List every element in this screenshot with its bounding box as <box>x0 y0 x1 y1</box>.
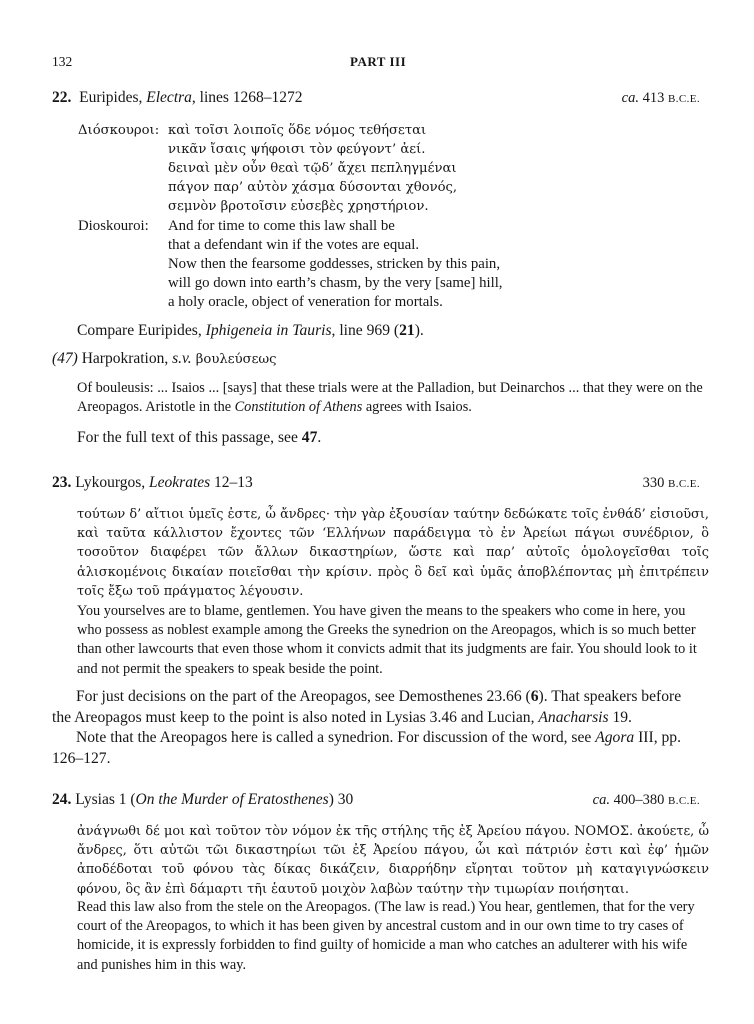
entry-24-number: 24. <box>52 791 72 808</box>
entry-23-note-2: Note that the Areopagos here is called a synedrion. For discussion of the word, see Agora III, pp. 126–127. <box>52 729 681 767</box>
greek-verse-3: δειναὶ μὲν οὖν θεαὶ τῷδ’ ἄχει πεπληγμέναι <box>168 161 457 176</box>
entry-47-number: (47) <box>52 350 78 367</box>
entry-22-location: , lines 1268–1272 <box>191 89 303 106</box>
english-speaker: Dioskouroi: <box>78 218 149 234</box>
cross-reference: 47 <box>301 429 318 446</box>
english-verse-1: And for time to come this law shall be <box>168 218 395 234</box>
entry-23-number: 23. <box>52 474 72 491</box>
entry-22-author: Euripides, <box>79 89 147 106</box>
entry-22-compare-note: Compare Euripides, Iphigeneia in Tauris, line 969 (21). <box>77 322 424 339</box>
english-verse-5: a holy oracle, object of veneration for mortals. <box>168 294 443 310</box>
cross-reference: 21 <box>399 322 415 339</box>
greek-verse-4: πάγον παρ’ αὐτὸν χάσμα δύσονται χθονός, <box>168 180 458 195</box>
greek-speaker: Διόσκουροι: <box>78 123 160 138</box>
english-verse-4: will go down into earth’s chasm, by the very [same] hill, <box>168 275 503 291</box>
entry-24-greek: ἀνάγνωθι δέ μοι καὶ τοῦτον τὸν νόμον ἐκ τῆς στήλης τῆς ἐξ Ἀρείου πάγου. ΝΟΜΟΣ. ἀκούετε, ὦ ἄνδρες, ὅτι αὐτῶι τῶι δικαστηρίωι τῶι ἐξ Ἀρείου πάγου, ὧι καὶ πάτριόν ἐστι καὶ ἐφ’ ἡμῶν ἀποδέδοται τοῦ φόνου τὰς δίκας δικάζειν, διαρρήδην εἴρηται τοῦτον μὴ καταγιγνώσκειν φόνου, ὃς ἂν ἐπὶ δάμαρτι τῆι ἑαυτοῦ μοιχὸν λαβὼν ταύτην τὴν τιμωρίαν ποιήσηται. <box>77 824 709 897</box>
entry-23-note-1: For just decisions on the part of the Areopagos, see Demosthenes 23.66 (6). That speakers before the Areopagos must keep to the point is also noted in Lysias 3.46 and Lucian, Anacharsis 19. <box>52 688 682 726</box>
greek-verse-2: νικᾶν ἴσαις ψήφοισι τὸν φεύγοντ’ ἀεί. <box>168 142 426 157</box>
entry-23-english: You yourselves are to blame, gentlemen. You have given the means to the speakers who come in here, you who possess as noblest example among the Greeks the synedrion on the Areopagos, which is so much better than other lawcourts that even those whom it convicts admit that its judgments are fair. You should look to it and not permit the speakers to speak beside the point. <box>77 603 697 677</box>
entry-24-heading: 24. Lysias 1 (On the Murder of Eratosthenes) 30 <box>52 791 354 808</box>
entry-23-heading: 23. Lykourgos, Leokrates 12–13 <box>52 474 253 491</box>
entry-24-date: ca. 400–380 B.C.E. <box>592 792 700 808</box>
page-number: 132 <box>52 54 73 69</box>
entry-24-english: Read this law also from the stele on the Areopagos. (The law is read.) You hear, gentlemen, that for the very court of the Areopagos, to which it has been given by ancestral custom and in our own time to try cases of homicide, it is expressly forbidden to find guilty of homicide a man who catches an adulterer with his wife and punishes him in this way. <box>77 899 695 973</box>
entry-22-number: 22. <box>52 89 72 106</box>
english-verse-3: Now then the fearsome goddesses, stricken by this pain, <box>168 256 501 272</box>
english-verse-2: that a defendant win if the votes are equal. <box>168 237 420 253</box>
entry-23-date: 330 B.C.E. <box>642 475 700 491</box>
greek-verse-5: σεμνὸν βροτοῖσιν εὐσεβὲς χρηστήριον. <box>168 199 429 214</box>
entry-22-work: Electra <box>146 89 192 106</box>
cross-reference: 6 <box>530 688 539 705</box>
greek-verse-1: καὶ τοῖσι λοιποῖς ὅδε νόμος τεθήσεται <box>168 123 427 138</box>
running-head: PART III <box>350 54 407 69</box>
entry-23-greek: τούτων δ’ αἴτιοι ὑμεῖς ἐστε, ὦ ἄνδρες· τὴν γὰρ ἐξουσίαν ταύτην δεδώκατε τοῖς ἐνθάδ’ εἰσιοῦσι, καὶ ταῦτα κάλλιστον ἔχοντες τῶν ‘Ελλήνων παράδειγμα τὸ ἐν Ἀρείωι πάγωι συνέδριον, ὃ τοσοῦτον διαφέρει τῶν ἄλλων δικαστηρίων, ὥστε καὶ παρ’ αὐτοῖς ὁμολογεῖσθαι τοῖς ἁλισκομένοις δικαίαν ποιεῖσθαι τὴν κρίσιν. πρὸς ὃ δεῖ καὶ ὑμᾶς ἀποβλέποντας μὴ ἐπιτρέπειν τοῖς ἔξω τοῦ πράγματος λέγουσιν. <box>77 507 709 599</box>
entry-22-date: ca. 413 B.C.E. <box>621 90 700 106</box>
entry-22-heading <box>52 89 303 107</box>
entry-47-full-text-note: For the full text of this passage, see 47. <box>77 429 322 446</box>
entry-47-text: Of bouleusis: ... Isaios ... [says] that these trials were at the Palladion, but Deinarchos ... that they were on the Areopagos. Aristotle in the Constitution of Athens agrees with Isaios. <box>77 380 703 416</box>
entry-47-heading: (47) Harpokration, s.v. βουλεύσεως <box>52 350 277 367</box>
